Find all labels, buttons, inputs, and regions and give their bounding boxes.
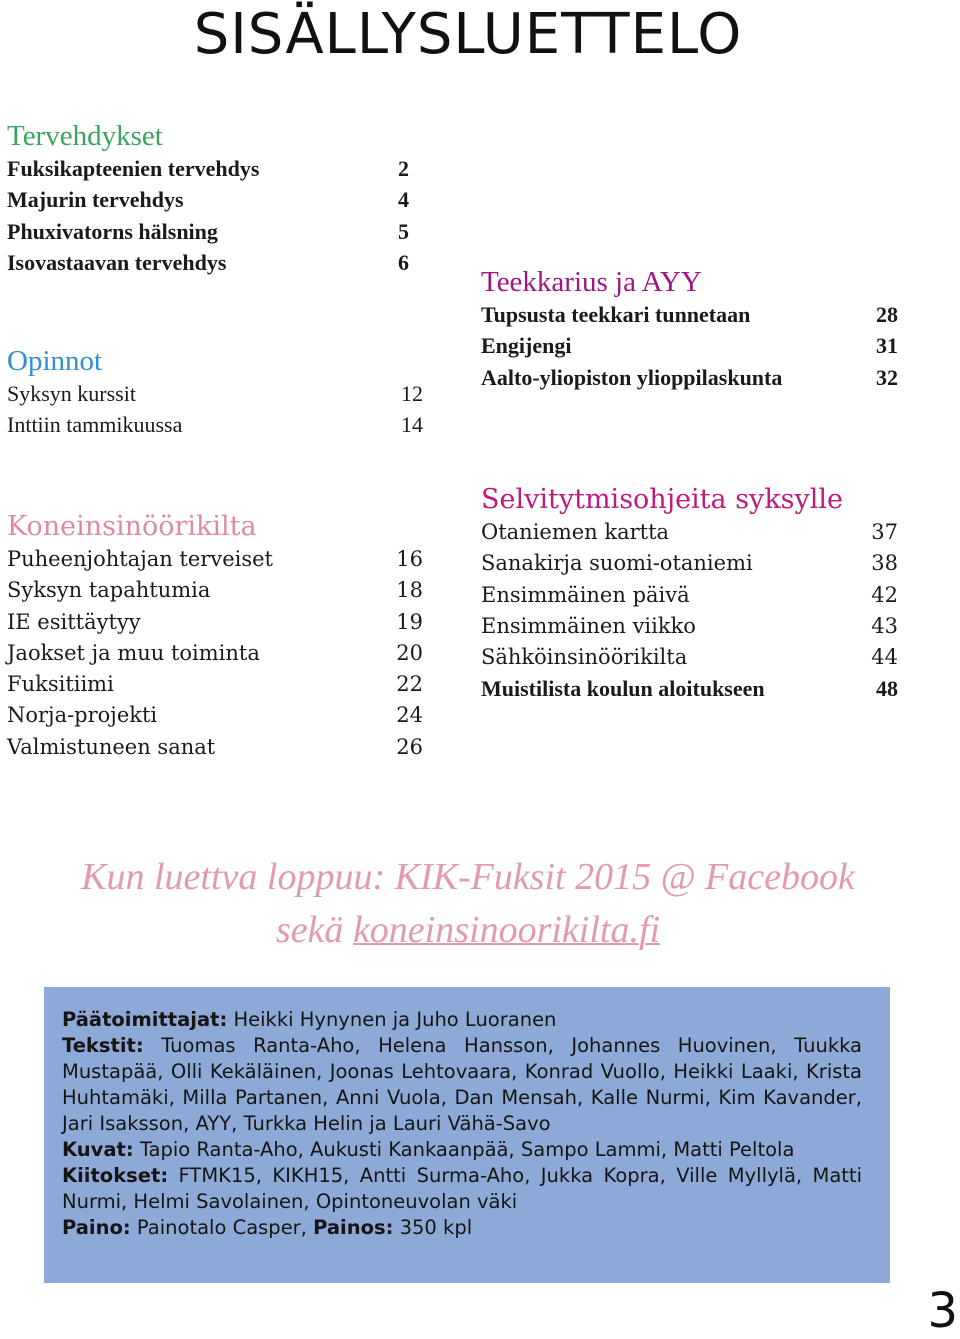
footer-prefix: sekä bbox=[275, 909, 353, 951]
toc-entry[interactable] bbox=[7, 184, 423, 215]
website-link[interactable]: koneinsinoorikilta.fi bbox=[352, 909, 661, 951]
toc-entry-page: 38 bbox=[871, 551, 898, 576]
credits-photos bbox=[62, 1137, 862, 1163]
section-opinnot bbox=[7, 344, 423, 441]
toc-entry-label: Phuxivatorns hälsning bbox=[7, 218, 218, 244]
toc-entry[interactable] bbox=[481, 517, 898, 548]
toc-entry-page: 16 bbox=[396, 547, 423, 571]
toc-entry-label: Tupsusta teekkari tunnetaan bbox=[481, 302, 751, 327]
toc-entry-page: 6 bbox=[398, 249, 409, 275]
toc-entry-page: 12 bbox=[401, 381, 423, 406]
section-heading-opinnot: Opinnot bbox=[7, 345, 103, 377]
toc-entry[interactable] bbox=[481, 548, 898, 579]
credits-print bbox=[62, 1215, 862, 1241]
toc-entry-page: 18 bbox=[396, 578, 423, 603]
toc-entry-label: Ensimmäinen päivä bbox=[481, 582, 690, 607]
toc-entry-page: 31 bbox=[876, 333, 898, 359]
toc-entry[interactable] bbox=[7, 216, 423, 247]
section-heading-tervehdykset: Tervehdykset bbox=[7, 120, 163, 152]
footer-line-2 bbox=[0, 905, 936, 955]
toc-entry-label: Jaokset ja muu toiminta bbox=[7, 640, 260, 665]
toc-entry[interactable] bbox=[7, 153, 423, 184]
toc-entry-page: 26 bbox=[396, 734, 423, 759]
toc-entry-label: Fuksikapteenien tervehdys bbox=[7, 156, 260, 181]
toc-entry-page: 37 bbox=[871, 520, 898, 544]
footer-line-1: Kun luettva loppuu: KIK-Fuksit 2015 @ Facebook bbox=[81, 856, 855, 898]
edition-value: 350 kpl bbox=[399, 1216, 473, 1239]
toc-entry-label: Sähköinsinöörikilta bbox=[481, 645, 688, 670]
toc-entry-label: Sanakirja suomi-otaniemi bbox=[481, 551, 753, 576]
credits-editors bbox=[62, 1007, 862, 1033]
toc-entry-label: IE esittäytyy bbox=[7, 609, 141, 634]
toc-entry[interactable] bbox=[481, 580, 898, 611]
credits-texts bbox=[62, 1033, 862, 1137]
print-value: Painotalo Casper, bbox=[136, 1216, 307, 1239]
toc-entry[interactable] bbox=[481, 362, 898, 393]
section-heading-teekkarius: Teekkarius ja AYY bbox=[481, 266, 702, 298]
toc-entry[interactable] bbox=[7, 607, 423, 638]
toc-entry-page: 20 bbox=[396, 640, 423, 665]
toc-entry[interactable] bbox=[7, 638, 423, 669]
toc-entry-label: Norja-projekti bbox=[7, 703, 158, 728]
toc-entry[interactable] bbox=[7, 247, 423, 278]
toc-entry-page: 4 bbox=[398, 187, 409, 213]
page-title: SISÄLLYSLUETTELO bbox=[193, 2, 743, 67]
toc-entry-label: Muistilista koulun aloitukseen bbox=[481, 676, 765, 702]
toc-entry-page: 42 bbox=[871, 582, 898, 607]
toc-entry[interactable] bbox=[7, 732, 423, 763]
toc-entry[interactable] bbox=[7, 409, 423, 440]
toc-entry-label: Majurin tervehdys bbox=[7, 187, 184, 213]
texts-value: Tuomas Ranta-Aho, Helena Hansson, Johannes Huovinen, Tuukka Mustapää, Olli Kekäläinen, Joonas Lehtovaara, Konrad Vuollo, Heikki Laaki, Krista Huhtamäki, Milla Partanen, Anni Vuola, Dan Mensah, Kalle Nurmi, Kim Kavander, Jari Isaksson, AYY, Turkka Helin ja Lauri Vähä-Savo bbox=[62, 1034, 863, 1135]
toc-entry-page: 32 bbox=[876, 364, 898, 390]
toc-entry[interactable] bbox=[481, 611, 898, 642]
toc-entry-page: 48 bbox=[876, 676, 898, 702]
toc-entry-page: 24 bbox=[396, 703, 423, 728]
toc-entry-page: 22 bbox=[396, 672, 423, 697]
toc-entry-label: Valmistuneen sanat bbox=[7, 734, 216, 759]
toc-entry[interactable] bbox=[481, 299, 898, 330]
toc-entry-label: Syksyn tapahtumia bbox=[7, 578, 211, 603]
toc-entry[interactable] bbox=[7, 544, 423, 575]
toc-entry-label: Ensimmäinen viikko bbox=[481, 613, 696, 638]
toc-entry-page: 43 bbox=[871, 613, 898, 638]
toc-entry[interactable] bbox=[7, 700, 423, 731]
toc-entry-page: 14 bbox=[401, 412, 423, 438]
toc-entry-label: Engijengi bbox=[481, 333, 572, 359]
editors-value: Heikki Hynynen ja Juho Luoranen bbox=[233, 1008, 557, 1031]
credits-thanks bbox=[62, 1163, 862, 1215]
toc-entry[interactable] bbox=[481, 673, 898, 704]
toc-entry[interactable] bbox=[7, 669, 423, 700]
toc-entry-label: Inttiin tammikuussa bbox=[7, 412, 183, 438]
toc-entry[interactable] bbox=[7, 575, 423, 606]
toc-entry-page: 5 bbox=[398, 218, 409, 244]
toc-entry-label: Aalto-yliopiston ylioppilaskunta bbox=[481, 364, 783, 390]
section-koneinsinoorikilta bbox=[7, 510, 423, 763]
toc-entry-label: Syksyn kurssit bbox=[7, 381, 136, 406]
print-label: Paino: bbox=[62, 1216, 131, 1239]
toc-entry-label: Isovastaavan tervehdys bbox=[7, 249, 227, 275]
photos-value: Tapio Ranta-Aho, Aukusti Kankaanpää, Sampo Lammi, Matti Peltola bbox=[139, 1138, 795, 1161]
toc-entry-page: 19 bbox=[396, 609, 423, 634]
thanks-value: FTMK15, KIKH15, Antti Surma-Aho, Jukka Kopra, Ville Myllylä, Matti Nurmi, Helmi Savolainen, Opintoneuvolan väki bbox=[62, 1164, 862, 1213]
page-number: 3 bbox=[927, 1283, 958, 1339]
toc-entry-page: 28 bbox=[876, 302, 898, 327]
toc-entry[interactable] bbox=[481, 642, 898, 673]
section-selvitytmisohjeita bbox=[481, 483, 898, 705]
thanks-label: Kiitokset: bbox=[62, 1164, 169, 1187]
texts-label: Tekstit: bbox=[62, 1034, 144, 1057]
toc-entry-page: 2 bbox=[398, 156, 409, 181]
section-teekkarius bbox=[481, 265, 898, 393]
editors-label: Päätoimittajat: bbox=[62, 1008, 228, 1031]
section-heading-selvitytmisohjeita: Selvitytmisohjeita syksylle bbox=[481, 484, 844, 515]
credits-box bbox=[44, 987, 890, 1283]
toc-entry-label: Puheenjohtajan terveiset bbox=[7, 547, 273, 571]
photos-label: Kuvat: bbox=[62, 1138, 134, 1161]
edition-label: Painos: bbox=[313, 1216, 394, 1239]
toc-entry-label: Otaniemen kartta bbox=[481, 520, 670, 544]
section-tervehdykset bbox=[7, 119, 423, 278]
toc-entry-label: Fuksitiimi bbox=[7, 672, 114, 697]
toc-entry[interactable] bbox=[7, 378, 423, 409]
toc-entry[interactable] bbox=[481, 330, 898, 361]
toc-entry-page: 44 bbox=[871, 645, 898, 670]
section-heading-koneinsinoorikilta: Koneinsinöörikilta bbox=[7, 511, 257, 542]
